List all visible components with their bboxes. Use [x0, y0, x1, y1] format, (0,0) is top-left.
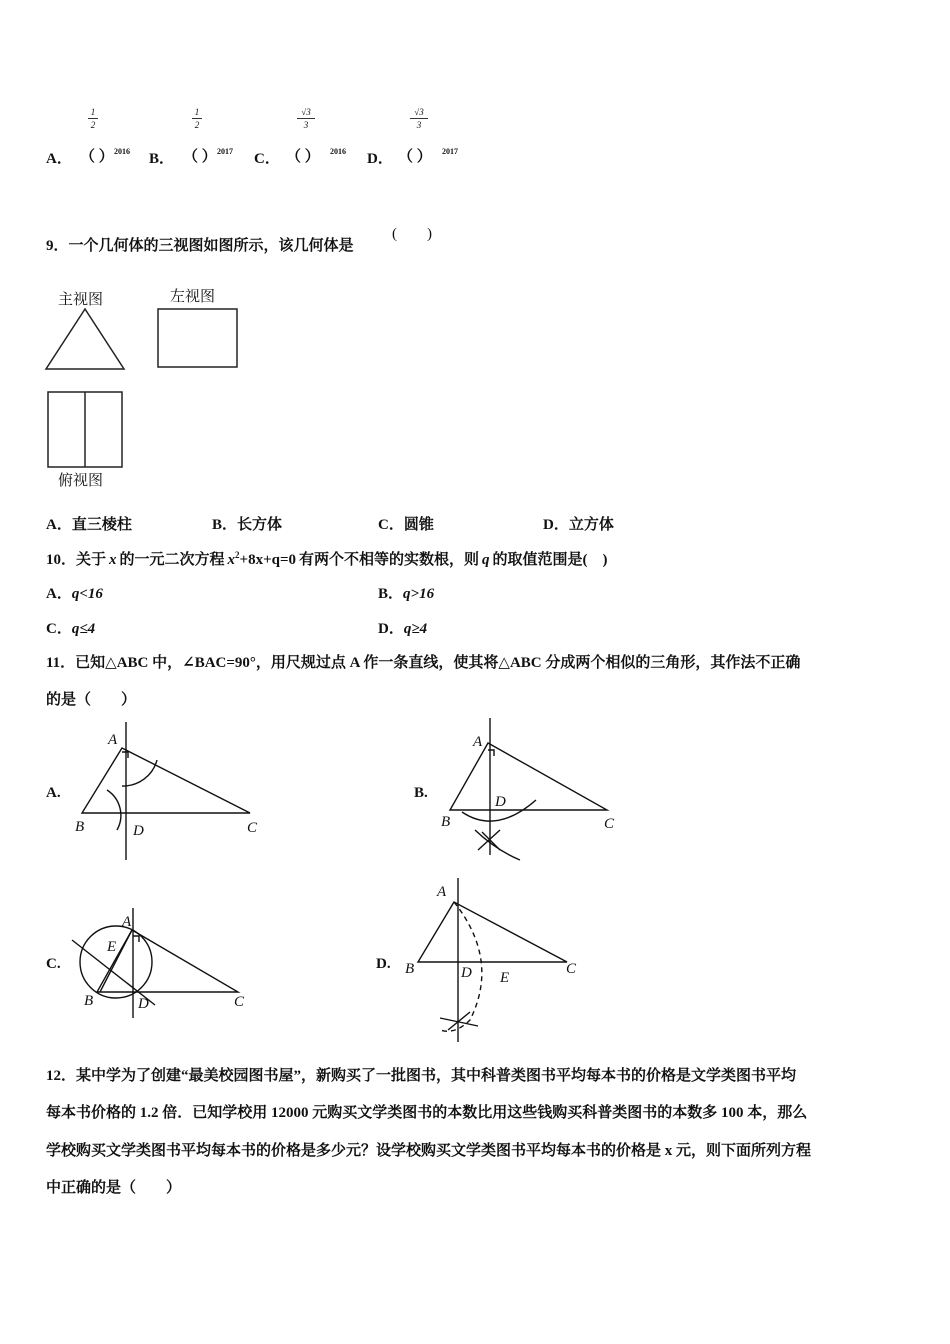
fraction-denominator: 2: [90, 120, 96, 130]
option-letter: D．: [378, 621, 404, 637]
q11-option-c-letter: C.: [46, 956, 61, 972]
q10-option-c: [46, 617, 95, 638]
q12-line-3: 学校购买文学类图书平均每本书的价格是多少元？设学校购买文学类图书平均每本书的价格是 x 元，则下面所列方程: [46, 1143, 812, 1159]
point-label-d: D: [138, 996, 149, 1012]
q9-option-c: C．圆锥: [378, 517, 434, 533]
point-label-b: B: [405, 961, 415, 977]
q10-option-a: [46, 582, 103, 603]
q10-option-b: [378, 582, 434, 603]
q10-variable-q: q: [482, 552, 490, 568]
figure-d: [418, 878, 567, 1042]
point-label-a: A: [437, 884, 447, 900]
q9-stem: 9．一个几何体的三视图如图所示，该几何体是: [46, 238, 354, 254]
triangle-abc: [450, 743, 607, 810]
q8-option-b-paren: （ ）: [183, 149, 217, 165]
option-expression: q>16: [403, 586, 435, 602]
front-view-triangle: [46, 309, 124, 369]
left-view-rectangle: [158, 309, 237, 367]
fraction-numerator: 1: [194, 107, 200, 117]
q12-line-2: 每本书价格的 1.2 倍．已知学校用 12000 元购买文学类图书的本数比用这些钱购买科普类图书的本数多 100 本，那么: [46, 1105, 808, 1121]
point-label-b: B: [441, 814, 451, 830]
q10-equation-exponent: 2: [235, 550, 240, 560]
option-letter: A．: [46, 586, 72, 602]
point-label-a: A: [108, 732, 118, 748]
q10-option-d: [378, 617, 427, 638]
option-letter: B．: [378, 586, 404, 602]
fraction-denominator: 3: [303, 120, 309, 130]
option-expression: q≤4: [71, 621, 96, 637]
q10-stem-mid: 的一元二次方程: [119, 552, 225, 568]
point-label-d: D: [461, 965, 472, 981]
q11-option-b-letter: B.: [414, 785, 428, 801]
q11-stem-line2: 的是（ ）: [46, 692, 137, 708]
figure-c: [72, 908, 238, 1018]
point-label-c: C: [247, 820, 258, 836]
three-view-drawing: [0, 0, 950, 520]
fraction-denominator: 3: [416, 120, 422, 130]
option-expression: q<16: [71, 586, 103, 602]
option-letter: C．: [46, 621, 72, 637]
q8-option-a-exponent: 2016: [114, 147, 130, 156]
point-label-d: D: [133, 823, 144, 839]
q8-option-c-exponent: 2016: [330, 147, 346, 156]
q10-variable-x: x: [109, 552, 117, 568]
point-label-c: C: [566, 961, 577, 977]
point-label-e: E: [500, 970, 510, 986]
q12-line-1: 12．某中学为了创建“最美校园图书屋”，新购买了一批图书，其中科普类图书平均每本书的价格是文学类图书平均: [46, 1068, 797, 1084]
construction-arc: [107, 790, 121, 830]
q9-blank: ( ): [392, 226, 432, 242]
q11-figures: [0, 700, 950, 1060]
left-view-label: 左视图: [170, 287, 216, 305]
triangle-abc: [418, 902, 567, 962]
point-label-b: B: [75, 819, 85, 835]
point-label-b: B: [84, 993, 94, 1009]
q8-option-a-paren: （ ）: [80, 149, 114, 165]
q10-stem-mid2: 有两个不相等的实数根，则: [299, 552, 480, 568]
point-label-a: A: [473, 734, 483, 750]
q8-option-d-exponent: 2017: [442, 147, 458, 156]
fraction-numerator: √3: [301, 107, 311, 117]
q11-stem-line1: 11．已知△ABC 中，∠BAC=90°，用尺规过点 A 作一条直线，使其将△ABC 分成两个相似的三角形，其作法不正确: [46, 655, 801, 671]
q11-option-a-letter: A.: [46, 785, 61, 801]
front-view-label: 主视图: [58, 290, 104, 308]
point-label-d: D: [495, 794, 506, 810]
q9-option-b: B．长方体: [212, 517, 283, 533]
point-label-c: C: [604, 816, 615, 832]
q10-stem: [46, 548, 608, 569]
q8-option-d-paren: （ ）: [398, 149, 432, 165]
q10-equation-rest: +8x+q=0: [239, 552, 297, 568]
option-expression: q≥4: [403, 621, 428, 637]
q8-option-d-letter: D．: [367, 151, 393, 167]
construction-arc: [475, 830, 520, 860]
q10-stem-prefix: 10．关于: [46, 552, 107, 568]
triangle-abc: [97, 930, 238, 992]
right-angle-mark: [122, 752, 128, 758]
arc-intersection: [478, 830, 500, 850]
q11-option-d-letter: D.: [376, 956, 391, 972]
q8-option-c-paren: （ ）: [286, 149, 320, 165]
q8-option-b-letter: B．: [149, 151, 175, 167]
fraction-numerator: √3: [414, 107, 424, 117]
point-label-e: E: [107, 939, 117, 955]
fraction-numerator: 1: [90, 107, 96, 117]
top-view-label: 俯视图: [58, 471, 104, 489]
q8-option-c-letter: C．: [254, 151, 280, 167]
q10-equation-x: x: [227, 552, 236, 568]
q9-option-d: D．立方体: [543, 517, 614, 533]
fraction-denominator: 2: [194, 120, 200, 130]
triangle-abc: [82, 748, 250, 813]
q8-option-a-letter: A．: [46, 151, 72, 167]
q10-stem-suffix: 的取值范围是( ): [492, 552, 608, 568]
q9-option-a: A．直三棱柱: [46, 517, 132, 533]
point-label-a: A: [122, 914, 132, 930]
right-angle-mark: [488, 750, 494, 756]
q12-line-4: 中正确的是（ ）: [46, 1180, 182, 1196]
point-label-c: C: [234, 994, 245, 1010]
q8-option-b-exponent: 2017: [217, 147, 233, 156]
right-angle-mark: [133, 936, 139, 942]
construction-arc: [122, 760, 157, 786]
